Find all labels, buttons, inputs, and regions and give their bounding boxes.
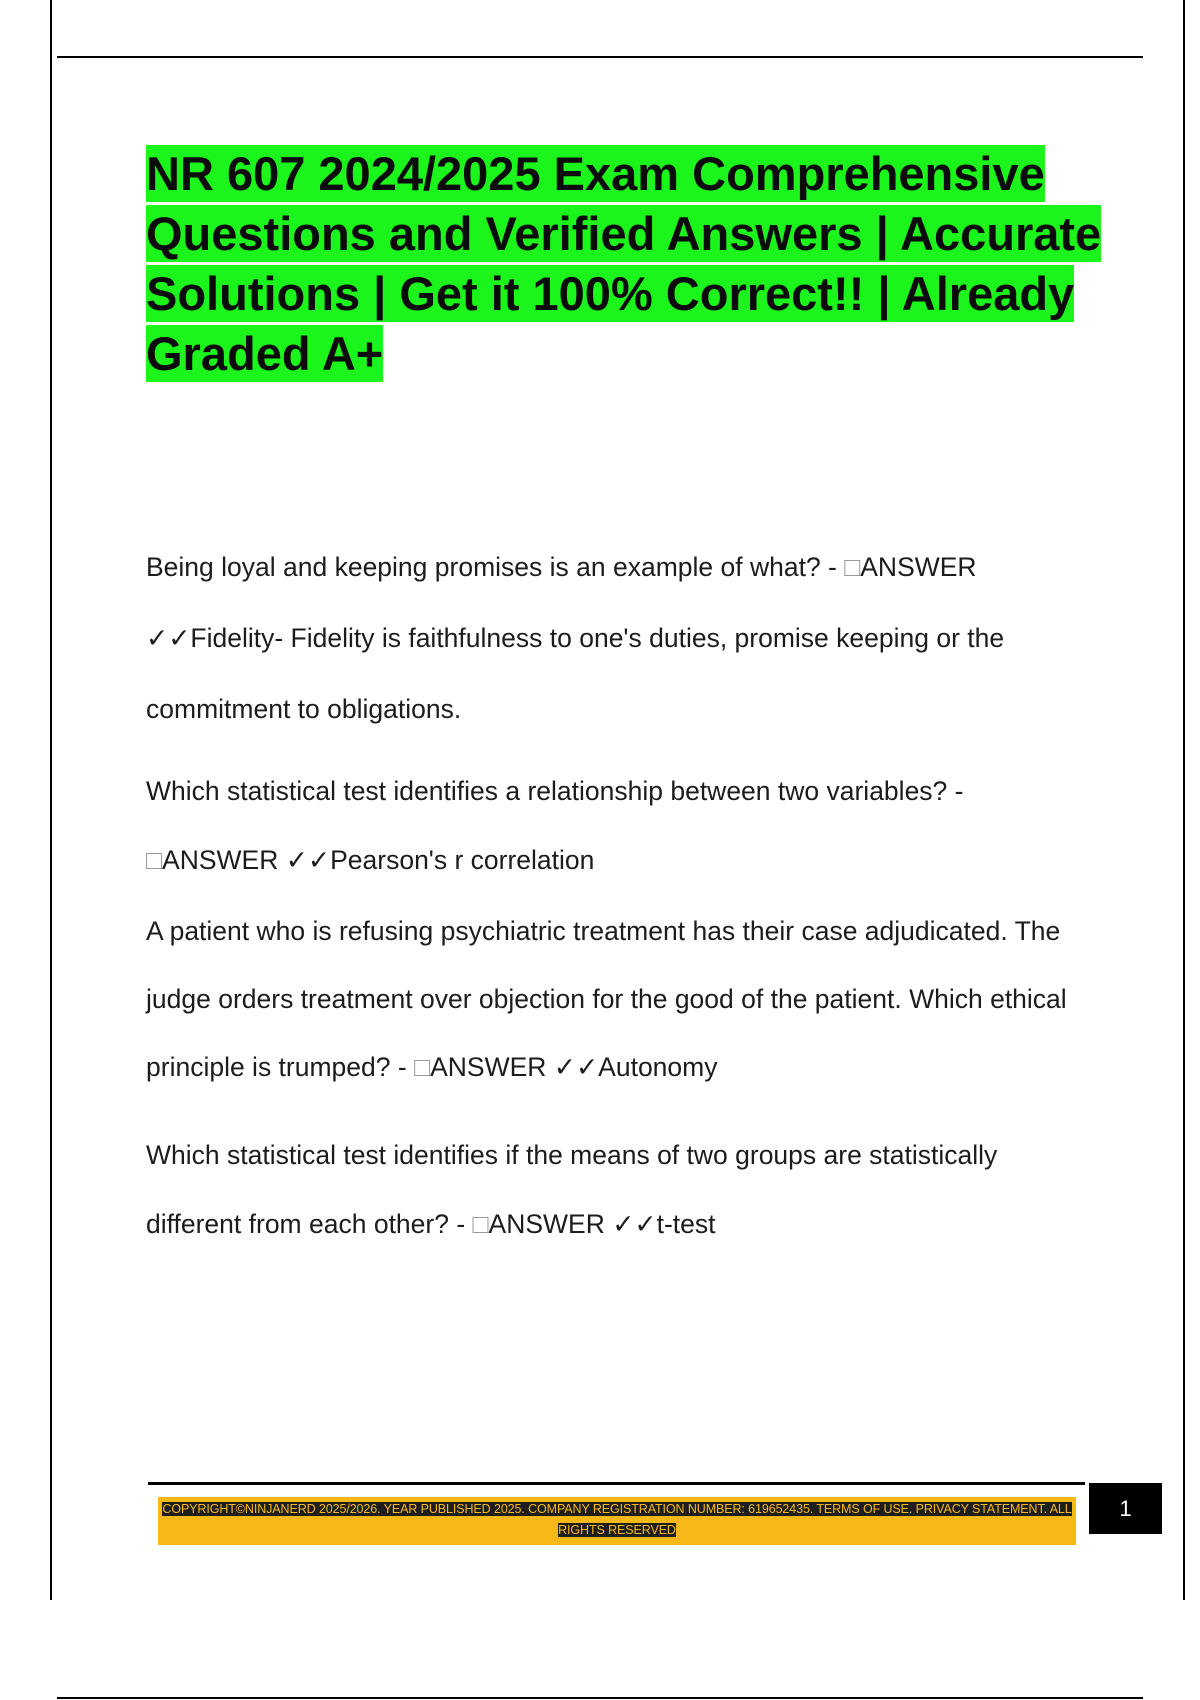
footer-rule [148,1482,1085,1485]
question-text: A patient who is refusing psychiatric treatment has their case adjudicated. The judge orders treatment over objection for the good of the patient. Which ethical principle is trumped? - [146,916,1067,1082]
page-border-right [1183,0,1185,1600]
qa-item [146,897,1076,1101]
question-text: Which statistical test identifies if the means of two groups are statistically different from each other? - [146,1140,998,1239]
answer-text: ANSWER ✓✓Fidelity- Fidelity is faithfulness to one's duties, promise keeping or the commitment to obligations. [146,552,1005,724]
bottom-rule [57,1697,1143,1699]
question-text: Which statistical test identifies a relationship between two variables? - [146,776,964,806]
answer-text: ANSWER ✓✓Pearson's r correlation [162,845,595,875]
checkbox-icon: □ [414,1052,431,1082]
header-rule [57,56,1143,58]
qa-item [146,757,1076,895]
question-text: Being loyal and keeping promises is an example of what? - [146,552,845,582]
document-title [146,144,1106,384]
checkbox-icon: □ [146,845,163,875]
page-border-left [50,0,52,1600]
page-number: 1 [1089,1483,1162,1534]
answer-text: ANSWER ✓✓Autonomy [430,1052,718,1082]
qa-item [146,532,1076,745]
title-highlight: NR 607 2024/2025 Exam Comprehensive Questions and Verified Answers | Accurate Solutions | Get it 100% Correct!! | Already Graded A+ [146,147,1102,380]
answer-text: ANSWER ✓✓t-test [488,1209,716,1239]
checkbox-icon: □ [844,552,861,582]
copyright-text: COPYRIGHT©NINJANERD 2025/2026. YEAR PUBLISHED 2025. COMPANY REGISTRATION NUMBER: 619652435. TERMS OF USE. PRIVACY STATEMENT. ALL RIGHTS RESERVED [162,1502,1072,1537]
checkbox-icon: □ [472,1209,489,1239]
qa-item [146,1121,1076,1259]
footer-copyright-band [158,1497,1076,1545]
